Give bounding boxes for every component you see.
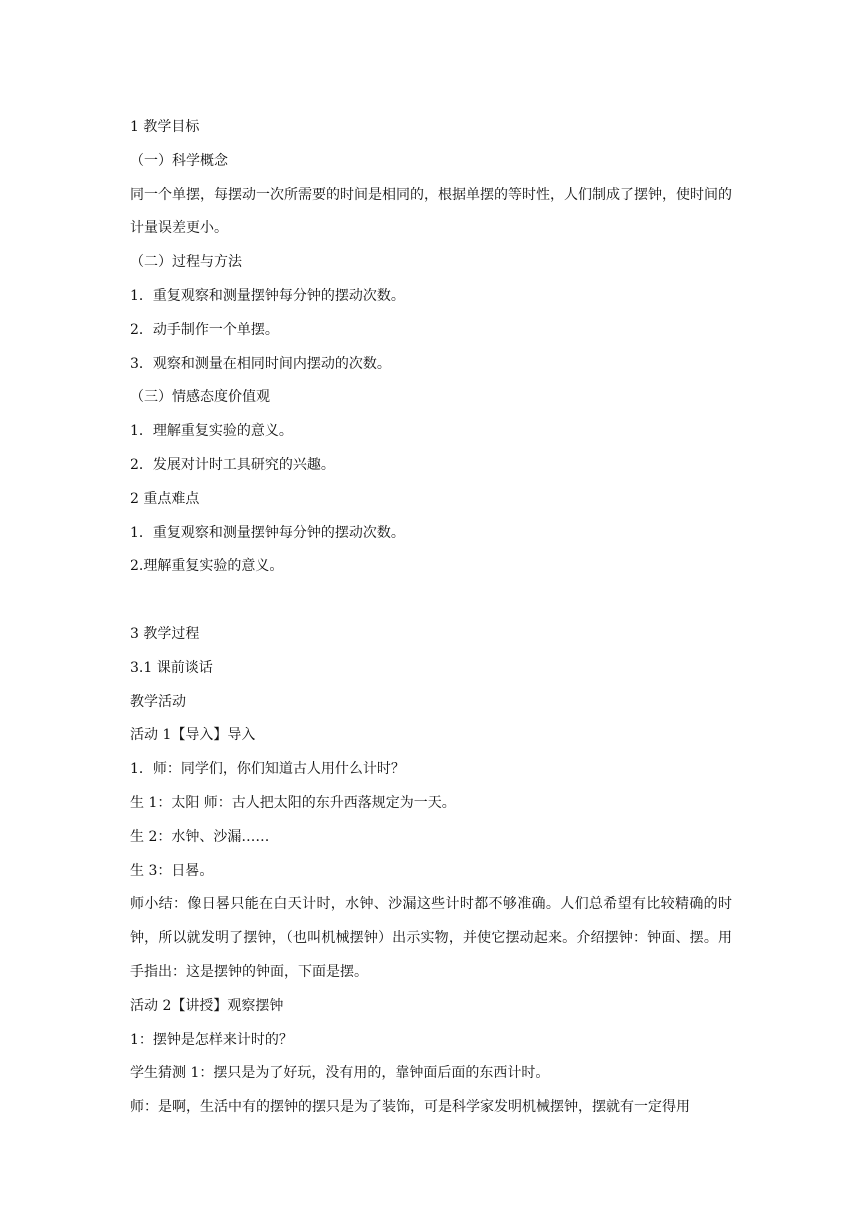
section-heading: 2 重点难点 — [130, 490, 200, 507]
dialogue-line: 师：是啊，生活中有的摆钟的摆只是为了装饰，可是科学家发明机械摆钟，摆就有一定得用 — [130, 1099, 690, 1116]
list-item: 1．理解重复实验的意义。 — [130, 423, 293, 440]
list-item: 3．观察和测量在相同时间内摆动的次数。 — [130, 355, 391, 372]
dialogue-line: 生 2：水钟、沙漏…… — [130, 828, 270, 845]
subsection-heading: 3.1 课前谈话 — [130, 659, 213, 676]
blank-line — [130, 584, 732, 618]
summary-paragraph: 师小结：像日晷只能在白天计时，水钟、沙漏这些计时都不够准确。人们总希望有比较精确的时钟，所以就发明了摆钟，（也叫机械摆钟）出示实物，并使它摆动起来。介绍摆钟：钟面、摆。用手指出：这是摆钟的钟面，下面是摆。 — [130, 896, 732, 980]
dialogue-line: 生 1：太阳 师：古人把太阳的东升西落规定为一天。 — [130, 794, 456, 811]
dialogue-line: 生 3：日晷。 — [130, 862, 214, 879]
activity-heading: 活动 1【导入】导入 — [130, 727, 256, 744]
activity-heading: 活动 2【讲授】观察摆钟 — [130, 997, 284, 1014]
list-item: 1．重复观察和测量摆钟每分钟的摆动次数。 — [130, 287, 405, 304]
dialogue-line: 1．师：同学们，你们知道古人用什么计时？ — [130, 761, 405, 778]
subsection-heading: （三）情感态度价值观 — [130, 389, 270, 406]
list-item: 2．发展对计时工具研究的兴趣。 — [130, 456, 335, 473]
subsection-heading: （二）过程与方法 — [130, 254, 242, 271]
paragraph: 同一个单摆，每摆动一次所需要的时间是相同的，根据单摆的等时性，人们制成了摆钟，使时间的计量误差更小。 — [130, 186, 732, 237]
section-heading: 3 教学过程 — [130, 625, 200, 642]
list-item: 1．重复观察和测量摆钟每分钟的摆动次数。 — [130, 524, 405, 541]
dialogue-line: 学生猜测 1：摆只是为了好玩，没有用的，靠钟面后面的东西计时。 — [130, 1065, 550, 1082]
document-body — [130, 111, 732, 1125]
label-text: 教学活动 — [130, 693, 186, 710]
section-heading: 1 教学目标 — [130, 119, 200, 135]
list-item: 2．动手制作一个单摆。 — [130, 321, 279, 338]
list-item: 2.理解重复实验的意义。 — [130, 558, 284, 575]
subsection-heading: （一）科学概念 — [130, 152, 228, 169]
dialogue-line: 1：摆钟是怎样来计时的？ — [130, 1031, 293, 1048]
